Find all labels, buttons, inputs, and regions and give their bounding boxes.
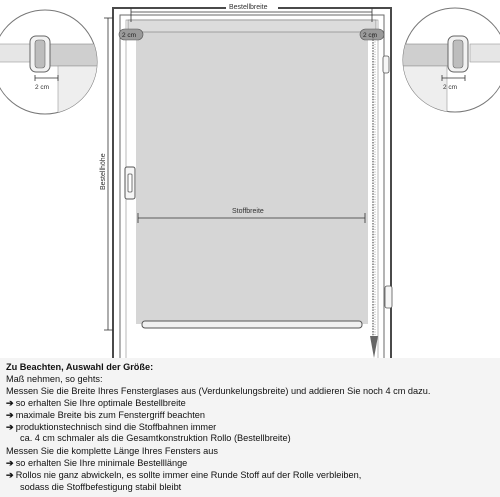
notes-panel	[0, 358, 500, 497]
left-bracket-pill	[119, 29, 143, 40]
bottom-bar	[142, 321, 362, 328]
hinge-bottom	[385, 286, 392, 308]
svg-text:2 cm: 2 cm	[122, 32, 137, 39]
roller-tube	[128, 20, 376, 32]
svg-text:2 cm: 2 cm	[363, 32, 378, 39]
arrow-icon: ➔	[6, 458, 14, 468]
arrow-icon: ➔	[6, 470, 14, 480]
notes-line-2: Messen Sie die Breite Ihres Fensterglases aus (Verdunkelungsbreite) und addieren Sie noch 4 cm dazu.	[6, 386, 431, 396]
arrow-icon: ➔	[6, 410, 14, 420]
notes-line-4: ➔ maximale Breite bis zum Fenstergriff beachten	[6, 410, 205, 420]
blind-fabric	[136, 22, 368, 324]
order-height-dimension	[100, 18, 113, 330]
notes-title: Zu Beachten, Auswahl der Größe:	[6, 362, 154, 372]
order-height-label: Bestellhöhe	[100, 153, 107, 190]
circle-right-label: 2 cm	[443, 84, 458, 91]
circle-left-label: 2 cm	[35, 84, 50, 91]
arrow-icon: ➔	[6, 398, 14, 408]
notes-line-6: ca. 4 cm schmaler als die Gesamtkonstruktion Rollo (Bestellbreite)	[20, 433, 291, 443]
fabric-width-label: Stoffbreite	[232, 208, 264, 215]
notes-line-3: ➔ so erhalten Sie Ihre optimale Bestellbreite	[6, 398, 186, 408]
notes-line-8: ➔ so erhalten Sie Ihre minimale Bestelllänge	[6, 458, 188, 468]
window-handle	[125, 167, 135, 199]
notes-line-9: ➔ Rollos nie ganz abwickeln, es sollte immer eine Runde Stoff auf der Rolle verbleiben,	[6, 470, 362, 480]
notes-line-1: Maß nehmen, so gehts:	[6, 374, 103, 384]
right-bracket-pill	[360, 29, 384, 40]
left-detail-circle	[0, 10, 108, 126]
notes-line-10: sodass die Stoffbefestigung stabil bleibt	[20, 482, 182, 492]
right-detail-circle	[395, 8, 500, 126]
hinge-top	[383, 56, 389, 73]
notes-line-7: Messen Sie die komplette Länge Ihres Fensters aus	[6, 446, 218, 456]
notes-line-5: ➔ produktionstechnisch sind die Stoffbahnen immer	[6, 422, 217, 432]
order-width-label: Bestellbreite	[229, 4, 268, 11]
arrow-icon: ➔	[6, 422, 14, 432]
